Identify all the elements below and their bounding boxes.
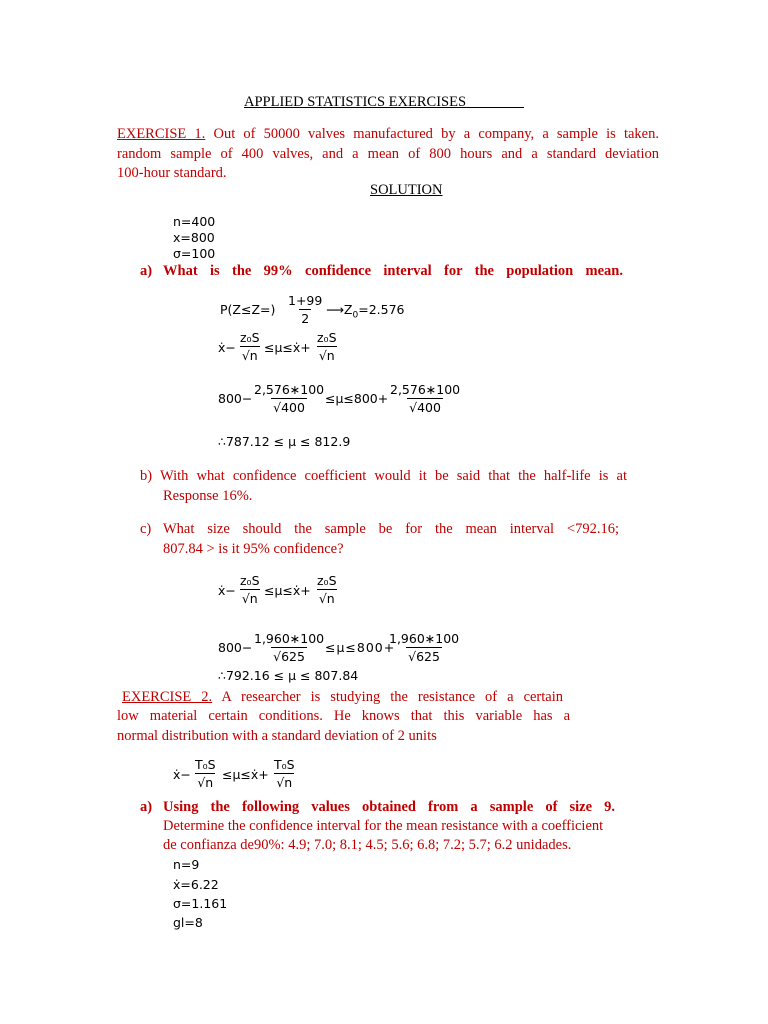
cit-fraction-2 <box>272 757 297 790</box>
question-a2-line-2: Determine the confidence interval for the mean resistance with a coefficient <box>163 818 604 834</box>
eq800b-frac-2-num: 1,960∗100 <box>389 631 460 646</box>
ci2-frac-2-den: √n <box>318 591 335 606</box>
ci2-frac-1-num: z₀S <box>240 573 260 588</box>
cit-fraction-1 <box>193 757 218 790</box>
given2-xbar: ẋ=6.22 <box>173 877 219 892</box>
given2-sigma: σ=1.161 <box>173 896 228 911</box>
eq800b-middle: ≤μ≤800+ <box>325 640 396 655</box>
prob-fraction-den: 2 <box>301 311 310 326</box>
exercise-1-label: EXERCISE 1. <box>117 126 206 142</box>
question-a-text: What is the 99% confidence interval for the population mean. <box>163 263 623 279</box>
eq800-frac-2-den: √400 <box>409 400 441 415</box>
exercise-2-line-1 <box>122 689 563 706</box>
eq800b-lead: 800− <box>218 640 253 655</box>
question-a2-bold-line: Using the following values obtained from a sample of size 9. <box>163 799 615 815</box>
eq800-frac-1-den: √400 <box>273 400 305 415</box>
ci2-middle: ≤μ≤ẋ+ <box>264 583 311 598</box>
cit-frac-1-num: T₀S <box>195 757 216 772</box>
result-1: ∴787.12 ≤ μ ≤ 812.9 <box>218 434 351 449</box>
exercise-2-label: EXERCISE 2. <box>122 689 213 705</box>
z0-value: =2.576 <box>358 302 405 317</box>
eq800-lead: 800− <box>218 391 253 406</box>
prob-fraction <box>286 293 324 326</box>
exercise-2-line-3: normal distribution with a standard deviation of 2 units <box>117 728 437 744</box>
ci-middle: ≤μ≤ẋ+ <box>264 340 311 355</box>
cit-frac-2-num: T₀S <box>274 757 295 772</box>
z0-sub: 0 <box>352 310 359 321</box>
given-sigma: σ=100 <box>173 246 216 261</box>
question-b-letter: b) <box>140 468 153 484</box>
eq800b-frac-2-den: √625 <box>408 649 440 664</box>
eq800-fraction-1 <box>252 382 326 415</box>
cit-xbar-minus: ẋ− <box>173 767 191 782</box>
title-text: APPLIED STATISTICS EXERCISES <box>244 94 467 110</box>
ci-frac-2-den: √n <box>318 348 335 363</box>
eq800-frac-2-num: 2,576∗100 <box>390 382 461 397</box>
ci2-xbar-minus: ẋ− <box>218 583 236 598</box>
ci2-fraction-2 <box>315 573 339 606</box>
result-2: ∴792.16 ≤ μ ≤ 807.84 <box>218 668 359 683</box>
prob-expression: P(Z≤Z=) <box>220 302 276 317</box>
exercise-2-line-2: low material certain conditions. He knows that this variable has a <box>117 708 570 724</box>
ci-frac-1-den: √n <box>241 348 258 363</box>
z0-arrow: ⟶Z <box>326 302 353 317</box>
solution-heading: SOLUTION <box>370 182 443 198</box>
cit-frac-2-den: √n <box>276 775 293 790</box>
z0-result <box>326 302 404 321</box>
question-a-letter: a) <box>140 263 153 279</box>
title-underline-pad <box>466 94 524 110</box>
ci2-frac-2-num: z₀S <box>317 573 337 588</box>
ci2-fraction-1 <box>238 573 262 606</box>
eq800-frac-1-num: 2,576∗100 <box>254 382 325 397</box>
exercise-1-line-1 <box>117 126 659 143</box>
given-x: x=800 <box>173 230 215 245</box>
exercise-1-text-1: Out of 50000 valves manufactured by a company, a sample is taken. <box>213 126 659 142</box>
question-c-line-2: 807.84 > is it 95% confidence? <box>163 541 344 557</box>
question-a2-line-3: de confianza de90%: 4.9; 7.0; 8.1; 4.5; 5.6; 6.8; 7.2; 5.7; 6.2 unidades. <box>163 837 572 853</box>
eq800b-frac-1-den: √625 <box>273 649 305 664</box>
question-c-line-1: What size should the sample be for the mean interval <792.16; <box>163 521 619 537</box>
ci-fraction-1 <box>238 330 262 363</box>
given2-n: n=9 <box>173 857 200 872</box>
ci-frac-1-num: z₀S <box>240 330 260 345</box>
question-b-line-2: Response 16%. <box>163 488 253 504</box>
question-c-letter: c) <box>140 521 152 537</box>
ci2-frac-1-den: √n <box>241 591 258 606</box>
eq800-middle: ≤μ≤800+ <box>325 391 389 406</box>
ci-xbar-minus: ẋ− <box>218 340 236 355</box>
ci-fraction-2 <box>315 330 339 363</box>
eq800b-frac-1-num: 1,960∗100 <box>254 631 325 646</box>
question-a2-letter: a) <box>140 799 153 815</box>
exercise-2-text-1: A researcher is studying the resistance of a certain <box>221 689 564 705</box>
question-b-line-1: With what confidence coefficient would it be said that the half-life is at <box>160 468 627 484</box>
given-n: n=400 <box>173 214 216 229</box>
eq800b-fraction-1 <box>252 631 326 664</box>
prob-fraction-num: 1+99 <box>288 293 323 308</box>
exercise-1-line-3: 100-hour standard. <box>117 165 227 181</box>
eq800-fraction-2 <box>388 382 462 415</box>
cit-middle: ≤μ≤ẋ+ <box>222 767 269 782</box>
document-title <box>244 94 524 111</box>
exercise-1-line-2: random sample of 400 valves, and a mean of 800 hours and a standard deviation <box>117 146 659 162</box>
given2-gl: gl=8 <box>173 915 203 930</box>
cit-frac-1-den: √n <box>197 775 214 790</box>
eq800b-fraction-2 <box>387 631 461 664</box>
ci-frac-2-num: z₀S <box>317 330 337 345</box>
